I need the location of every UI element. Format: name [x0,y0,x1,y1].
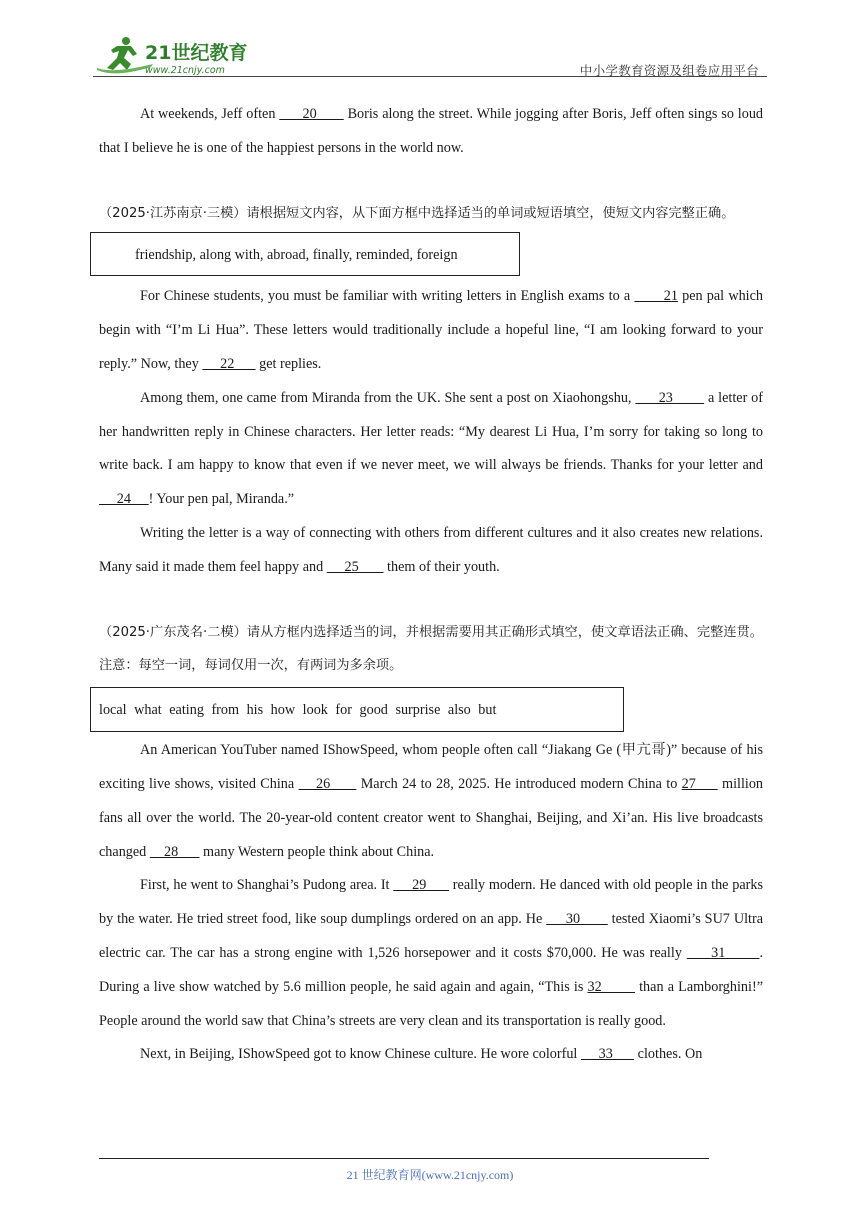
blank-32: 32 [587,978,635,995]
passage-paragraph: First, he went to Shanghai’s Pudong area. It 29 really modern. He danced with old people in the parks by the water. He tried street food, like soup dumplings ordered on an app. He 30 tested Xiaomi’s SU7 Ultra electric car. The car has a strong engine with 1,526 horsepower and it costs $70,000. He was really 31 . During a live show watched by 5.6 million people, he said again and again, “This is 32 than a Lamborghini!” People around the world saw that China’s streets are very clean and its transportation is really good. [99,877,763,1029]
header-divider [93,76,767,77]
footer-text: 21 世纪教育网(www.21cnjy.com) [346,1168,514,1182]
blank-26: 26 [298,775,357,792]
blank-22: 22 [202,355,256,372]
word-box-q3: local what eating from his how look for good surprise also but [90,687,624,732]
blank-24: 24 [99,491,149,508]
blank-27: 27 [681,775,718,792]
blank-30: 30 [546,911,608,928]
question-source-q2: （2025·江苏南京·三模）请根据短文内容，从下面方框中选择适当的单词或短语填空，使短文内容完整正确。 [99,205,735,221]
document-body [99,98,763,1072]
passage-paragraph: Next, in Beijing, IShowSpeed got to know Chinese culture. He wore colorful 33 clothes. On [140,1046,703,1063]
blank-29: 29 [393,877,450,894]
blank-25: 25 [326,558,384,575]
blank-23: 23 [635,389,705,406]
word-box-q2: friendship, along with, abroad, finally, reminded, foreign [90,232,520,276]
blank-20: 20 [279,106,344,122]
page-header [93,34,767,78]
blank-31: 31 [686,944,760,961]
passage-paragraph: For Chinese students, you must be familiar with writing letters in English exams to a 21 pen pal which begin with “I’m Li Hua”. These letters would traditionally include a hopeful line, “I am looking forward to your reply.” Now, they 22 get replies. [99,288,763,372]
svg-text:21世纪教育: 21世纪教育 [145,42,248,64]
passage-paragraph: An American YouTuber named IShowSpeed, whom people often call “Jiakang Ge (甲亢哥)” because of his exciting live shows, visited China 26 March 24 to 28, 2025. He introduced modern China to 27 million fans all over the world. The 20-year-old content creator went to Shanghai, Beijing, and Xi’an. His live broadcasts changed 28 many Western people think about China. [99,742,764,860]
question-source-q3: （2025·广东茂名·二模）请从方框内选择适当的词，并根据需要用其正确形式填空，使文章语法正确、完整连贯。注意：每空一词，每词仅用一次，有两词为多余项。 [99,624,763,674]
footer-divider [99,1158,709,1159]
passage-paragraph: At weekends, Jeff often 20 Boris along the street. While jogging after Boris, Jeff often sings so loud that I believe he is one of the happiest persons in the world now. [99,106,764,156]
passage-paragraph: Writing the letter is a way of connecting with others from different cultures and it also creates new relations. Many said it made them feel happy and 25 them of their youth. [99,524,763,575]
blank-33: 33 [580,1046,635,1063]
passage-paragraph: Among them, one came from Miranda from the UK. She sent a post on Xiaohongshu, 23 a letter of her handwritten reply in Chinese characters. Her letter reads: “My dearest Li Hua, I’m sorry for taking so long to write back. I am happy to know that even if we never meet, we will always be friends. Thanks for your letter and 24 ! Your pen pal, Miranda.” [99,389,764,508]
blank-28: 28 [149,843,200,860]
platform-title: 中小学教育资源及组卷应用平台 [579,63,759,78]
svg-text:www.21cnjy.com: www.21cnjy.com [145,65,225,76]
blank-21: 21 [634,288,678,305]
site-logo [93,34,258,76]
